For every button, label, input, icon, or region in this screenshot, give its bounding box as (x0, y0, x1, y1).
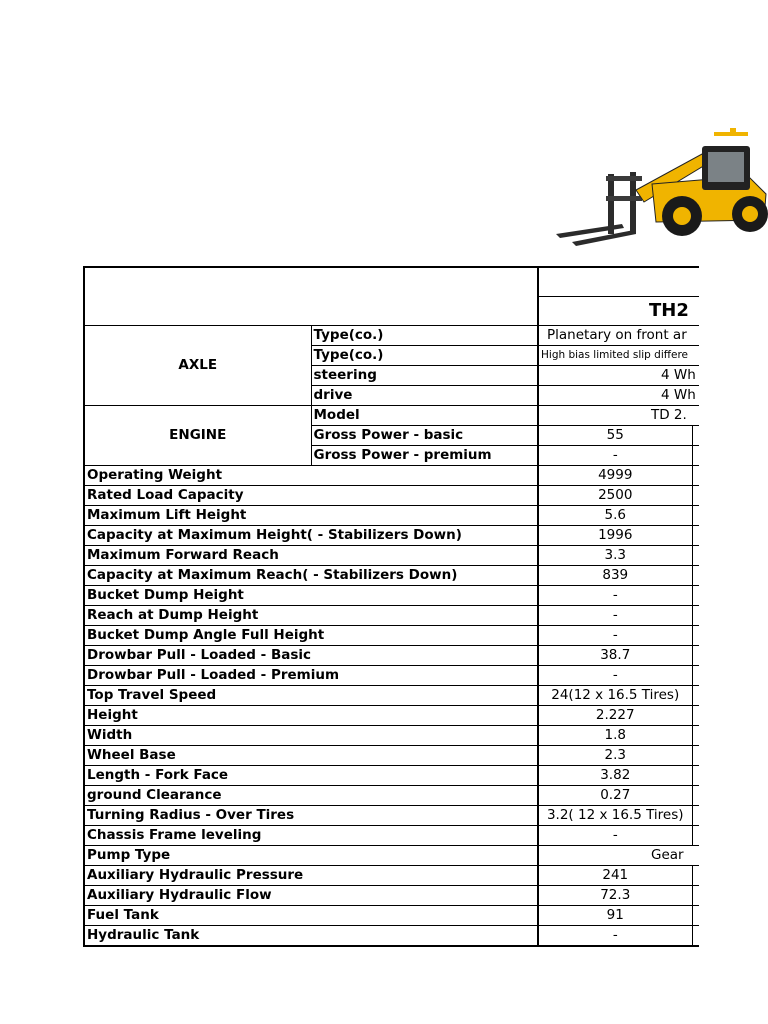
spacer-cell (692, 466, 699, 486)
spec-row (84, 486, 699, 506)
spec-row (84, 646, 699, 666)
spacer-cell (692, 786, 699, 806)
axle-group-label: AXLE (84, 326, 311, 406)
spec-value: - (538, 606, 692, 626)
spec-label: Drowbar Pull - Loaded - Premium (84, 666, 538, 686)
engine-spec-value: TD 2. (538, 406, 699, 426)
spec-value: 24(12 x 16.5 Tires) (538, 686, 692, 706)
spec-label: Reach at Dump Height (84, 606, 538, 626)
spec-row (84, 586, 699, 606)
spacer-cell (692, 546, 699, 566)
spacer-cell (692, 926, 699, 947)
spec-row (84, 806, 699, 826)
spacer-cell (692, 906, 699, 926)
spec-row (84, 666, 699, 686)
engine-row (84, 406, 699, 426)
spec-row (84, 866, 699, 886)
spec-label: Operating Weight (84, 466, 538, 486)
spacer-cell (692, 706, 699, 726)
spec-label: ground Clearance (84, 786, 538, 806)
model-name: TH2 (538, 297, 699, 326)
spacer-cell (692, 626, 699, 646)
spec-value: 2.227 (538, 706, 692, 726)
spacer-cell (692, 646, 699, 666)
telehandler-photo (552, 124, 768, 248)
spec-label: Capacity at Maximum Height( - Stabilizers Down) (84, 526, 538, 546)
spec-label: Length - Fork Face (84, 766, 538, 786)
engine-spec-value: - (538, 446, 692, 466)
spec-value: 3.2( 12 x 16.5 Tires) (538, 806, 692, 826)
spacer-cell (692, 886, 699, 906)
spec-label: Pump Type (84, 846, 538, 866)
engine-spec-value: 55 (538, 426, 692, 446)
spec-label: Maximum Lift Height (84, 506, 538, 526)
header-top-cell (538, 267, 699, 297)
spec-label: Height (84, 706, 538, 726)
spec-value: - (538, 926, 692, 947)
spacer-cell (692, 666, 699, 686)
spec-row (84, 546, 699, 566)
spec-row (84, 566, 699, 586)
spec-value: Gear (538, 846, 699, 866)
spacer-cell (692, 606, 699, 626)
spec-value: 4999 (538, 466, 692, 486)
spec-label: Turning Radius - Over Tires (84, 806, 538, 826)
spec-value: - (538, 586, 692, 606)
spacer-cell (692, 686, 699, 706)
spec-value: 241 (538, 866, 692, 886)
spacer-cell (692, 726, 699, 746)
spec-value: 2500 (538, 486, 692, 506)
spec-value: - (538, 826, 692, 846)
spacer-cell (692, 826, 699, 846)
spacer-cell (692, 866, 699, 886)
spec-label: Maximum Forward Reach (84, 546, 538, 566)
spec-label: Bucket Dump Angle Full Height (84, 626, 538, 646)
spec-label: Capacity at Maximum Reach( - Stabilizers Down) (84, 566, 538, 586)
spec-label: Auxiliary Hydraulic Flow (84, 886, 538, 906)
spec-label: Fuel Tank (84, 906, 538, 926)
spec-row (84, 526, 699, 546)
engine-spec-label: Gross Power - basic (311, 426, 538, 446)
spacer-cell (692, 766, 699, 786)
axle-spec-label: steering (311, 366, 538, 386)
spec-label: Wheel Base (84, 746, 538, 766)
spec-value: 839 (538, 566, 692, 586)
spacer-cell (692, 446, 699, 466)
spec-value: - (538, 666, 692, 686)
spec-value: 3.3 (538, 546, 692, 566)
axle-row (84, 326, 699, 346)
axle-spec-label: Type(co.) (311, 326, 538, 346)
spacer-cell (692, 506, 699, 526)
spec-row (84, 786, 699, 806)
spec-table (83, 266, 699, 947)
spec-row (84, 626, 699, 646)
engine-spec-label: Gross Power - premium (311, 446, 538, 466)
spacer-cell (692, 426, 699, 446)
spacer-cell (692, 526, 699, 546)
spec-value: 5.6 (538, 506, 692, 526)
spec-value: 2.3 (538, 746, 692, 766)
axle-spec-value: 4 Wh (538, 386, 699, 406)
spec-label: Auxiliary Hydraulic Pressure (84, 866, 538, 886)
spec-label: Width (84, 726, 538, 746)
engine-spec-label: Model (311, 406, 538, 426)
spec-value: - (538, 626, 692, 646)
table-header-row (84, 267, 699, 297)
spacer-cell (692, 746, 699, 766)
spec-row (84, 886, 699, 906)
spacer-cell (692, 486, 699, 506)
forks (556, 172, 642, 246)
spacer-cell (692, 586, 699, 606)
spec-row (84, 686, 699, 706)
spec-row (84, 846, 699, 866)
spacer-cell (692, 566, 699, 586)
spec-label: Bucket Dump Height (84, 586, 538, 606)
spec-row (84, 466, 699, 486)
spec-value: 3.82 (538, 766, 692, 786)
spec-row (84, 746, 699, 766)
spec-label: Rated Load Capacity (84, 486, 538, 506)
axle-spec-label: drive (311, 386, 538, 406)
spec-row (84, 826, 699, 846)
spec-row (84, 606, 699, 626)
spec-label: Hydraulic Tank (84, 926, 538, 947)
spec-value: 1996 (538, 526, 692, 546)
spec-value: 1.8 (538, 726, 692, 746)
spec-value: 38.7 (538, 646, 692, 666)
spec-row (84, 726, 699, 746)
axle-spec-value: Planetary on front ar (538, 326, 699, 346)
spec-row (84, 906, 699, 926)
spec-row (84, 766, 699, 786)
header-blank-cell (84, 267, 538, 326)
spec-value: 0.27 (538, 786, 692, 806)
spec-label: Drowbar Pull - Loaded - Basic (84, 646, 538, 666)
axle-spec-label: Type(co.) (311, 346, 538, 366)
axle-spec-value: High bias limited slip differe (538, 346, 699, 366)
spec-label: Top Travel Speed (84, 686, 538, 706)
spacer-cell (692, 806, 699, 826)
spec-row (84, 506, 699, 526)
axle-spec-value: 4 Wh (538, 366, 699, 386)
spec-row (84, 706, 699, 726)
engine-group-label: ENGINE (84, 406, 311, 466)
spec-value: 72.3 (538, 886, 692, 906)
spec-value: 91 (538, 906, 692, 926)
spec-row (84, 926, 699, 947)
spec-label: Chassis Frame leveling (84, 826, 538, 846)
